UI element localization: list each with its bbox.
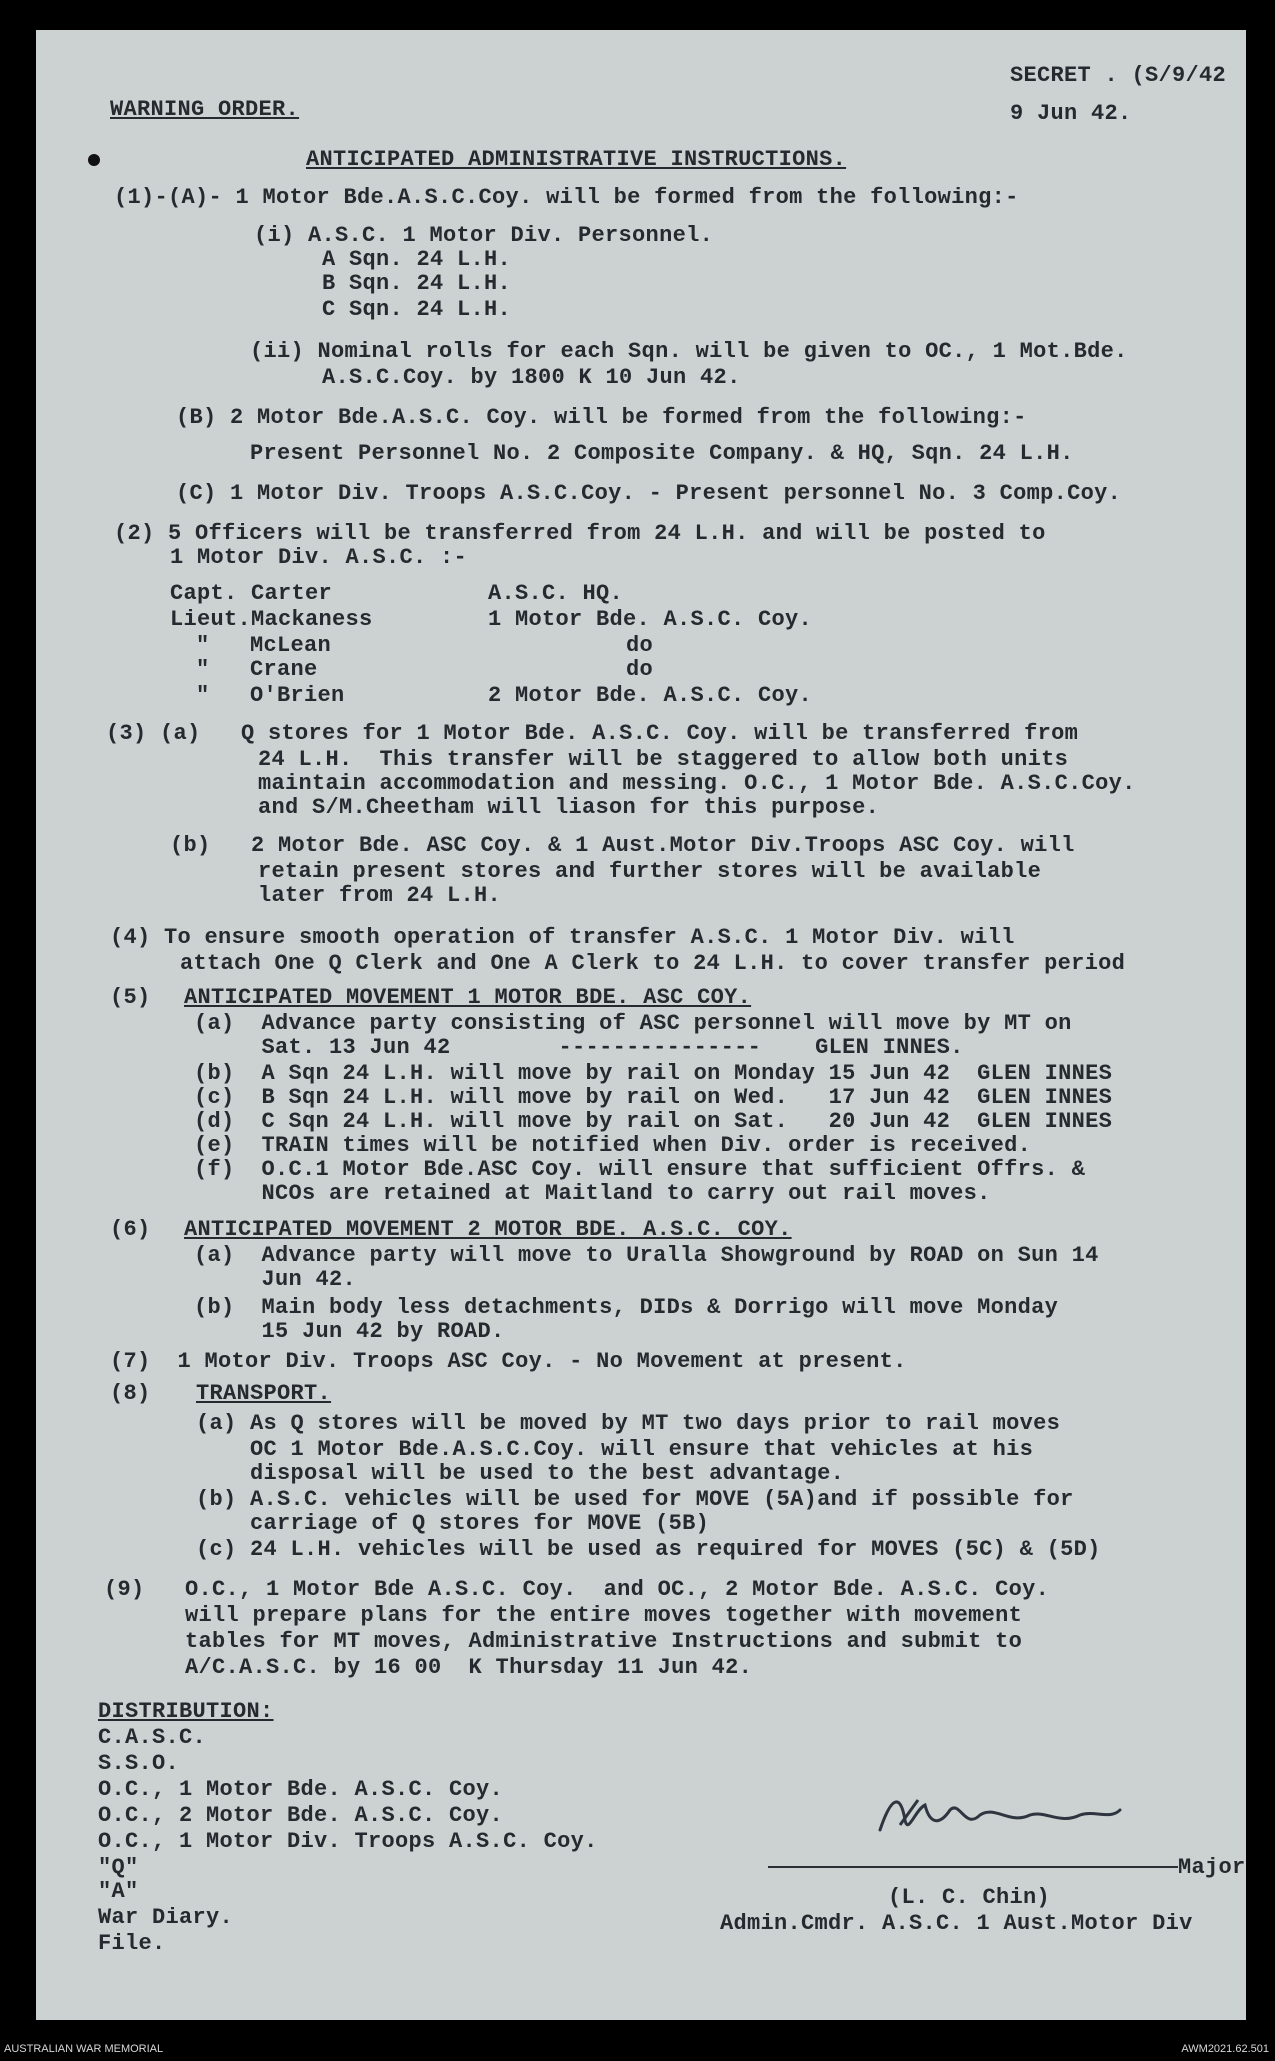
para-1-i-line: C Sqn. 24 L.H. [322,297,512,322]
distribution-item: "Q" [98,1855,139,1880]
signatory-rank: Major [1178,1855,1246,1880]
para-9-line: (9) O.C., 1 Motor Bde A.S.C. Coy. and OC., 2 Motor Bde. A.S.C. Coy. [104,1577,1050,1602]
para-5-line: (e) TRAIN times will be notified when Div. order is received. [194,1133,1032,1158]
para-7: (7) 1 Motor Div. Troops ASC Coy. - No Movement at present. [110,1349,907,1374]
para-1-i-line: B Sqn. 24 L.H. [322,271,512,296]
para-3a-line: and S/M.Cheetham will liason for this purpose. [258,795,880,820]
para-3b-line: retain present stores and further stores will be available [258,859,1042,884]
officer-posting: do [626,657,654,682]
para-1b-line: Present Personnel No. 2 Composite Company. & HQ, Sqn. 24 L.H. [250,441,1074,466]
para-8-line: (b) A.S.C. vehicles will be used for MOVE (5A)and if possible for [196,1487,1074,1512]
officer-name: Lieut.Mackaness [170,607,373,632]
officer-posting: A.S.C. HQ. [488,581,624,606]
distribution-heading: DISTRIBUTION: [98,1699,274,1724]
distribution-item: File. [98,1931,166,1956]
para-2-line: 1 Motor Div. A.S.C. :- [170,545,468,570]
officer-posting: do [626,633,654,658]
para-6-line: (a) Advance party will move to Uralla Showground by ROAD on Sun 14 [194,1243,1099,1268]
distribution-item: S.S.O. [98,1751,180,1776]
para-6-number: (6) [110,1217,151,1242]
para-5-line: NCOs are retained at Maitland to carry out rail moves. [194,1181,991,1206]
para-5-line: (f) O.C.1 Motor Bde.ASC Coy. will ensure that sufficient Offrs. & [194,1157,1086,1182]
distribution-item: C.A.S.C. [98,1725,207,1750]
para-8-heading: TRANSPORT. [196,1381,332,1406]
distribution-item: War Diary. [98,1905,234,1930]
para-5-line: (b) A Sqn 24 L.H. will move by rail on Monday 15 Jun 42 GLEN INNES [194,1061,1113,1086]
officer-name: Capt. Carter [170,581,333,606]
handwritten-signature [870,1780,1130,1850]
officer-name: " O'Brien [196,683,345,708]
officer-posting: 1 Motor Bde. A.S.C. Coy. [488,607,813,632]
signatory-name: (L. C. Chin) [888,1885,1051,1910]
para-5-line: (a) Advance party consisting of ASC personnel will move by MT on [194,1011,1072,1036]
officer-name: " McLean [196,633,332,658]
para-8-line: (a) As Q stores will be moved by MT two days prior to rail moves [196,1411,1061,1436]
para-8-line: carriage of Q stores for MOVE (5B) [196,1511,710,1536]
security-classification: SECRET . (S/9/42 [1010,63,1227,88]
distribution-item: O.C., 1 Motor Bde. A.S.C. Coy. [98,1777,504,1802]
para-4-line: (4) To ensure smooth operation of transfer A.S.C. 1 Motor Div. will [110,925,1015,950]
punch-hole [88,154,100,166]
para-8-line: disposal will be used to the best advantage. [196,1461,845,1486]
signatory-appointment: Admin.Cmdr. A.S.C. 1 Aust.Motor Div [720,1911,1193,1936]
para-6-line: Jun 42. [194,1267,357,1292]
para-1a: (1)-(A)- 1 Motor Bde.A.S.C.Coy. will be formed from the following:- [114,185,1019,210]
para-1-i-line: (i) A.S.C. 1 Motor Div. Personnel. [254,223,714,248]
para-8-line: OC 1 Motor Bde.A.S.C.Coy. will ensure that vehicles at his [196,1437,1034,1462]
para-1-i-line: A Sqn. 24 L.H. [322,247,512,272]
para-3b-line: (b) 2 Motor Bde. ASC Coy. & 1 Aust.Motor Div.Troops ASC Coy. will [170,833,1075,858]
para-5-line: (c) B Sqn 24 L.H. will move by rail on Wed. 17 Jun 42 GLEN INNES [194,1085,1113,1110]
distribution-item: O.C., 1 Motor Div. Troops A.S.C. Coy. [98,1829,598,1854]
para-5-line: Sat. 13 Jun 42 --------------- GLEN INNES. [194,1035,964,1060]
document-date: 9 Jun 42. [1010,101,1132,126]
distribution-item: "A" [98,1879,139,1904]
warning-order-label: WARNING ORDER. [110,97,300,122]
officer-posting: 2 Motor Bde. A.S.C. Coy. [488,683,813,708]
signature-line [768,1866,1178,1868]
document-title: ANTICIPATED ADMINISTRATIVE INSTRUCTIONS. [306,147,847,172]
para-6-line: (b) Main body less detachments, DIDs & Dorrigo will move Monday [194,1295,1059,1320]
para-8-line: (c) 24 L.H. vehicles will be used as required for MOVES (5C) & (5D) [196,1537,1101,1562]
para-4-line: attach One Q Clerk and One A Clerk to 24 L.H. to cover transfer period [180,951,1126,976]
para-5-number: (5) [110,985,151,1010]
distribution-item: O.C., 2 Motor Bde. A.S.C. Coy. [98,1803,504,1828]
para-6-line: 15 Jun 42 by ROAD. [194,1319,505,1344]
para-3a-line: (3) (a) Q stores for 1 Motor Bde. A.S.C. Coy. will be transferred from [106,721,1079,746]
para-5-heading: ANTICIPATED MOVEMENT 1 MOTOR BDE. ASC COY. [184,985,752,1010]
para-8-number: (8) [110,1381,151,1406]
para-3a-line: maintain accommodation and messing. O.C., 1 Motor Bde. A.S.C.Coy. [258,771,1136,796]
para-6-heading: ANTICIPATED MOVEMENT 2 MOTOR BDE. A.S.C. COY. [184,1217,792,1242]
para-5-line: (d) C Sqn 24 L.H. will move by rail on Sat. 20 Jun 42 GLEN INNES [194,1109,1113,1134]
para-3a-line: 24 L.H. This transfer will be staggered to allow both units [258,747,1069,772]
archive-credit: AUSTRALIAN WAR MEMORIAL [4,2043,164,2055]
para-1-ii-line: (ii) Nominal rolls for each Sqn. will be given to OC., 1 Mot.Bde. [250,339,1128,364]
para-3b-line: later from 24 L.H. [258,883,502,908]
para-9-line: A/C.A.S.C. by 16 00 K Thursday 11 Jun 42. [104,1655,753,1680]
para-2-line: (2) 5 Officers will be transferred from 24 L.H. and will be posted to [114,521,1046,546]
officer-name: " Crane [196,657,318,682]
para-9-line: will prepare plans for the entire moves together with movement [104,1603,1023,1628]
para-1c: (C) 1 Motor Div. Troops A.S.C.Coy. - Present personnel No. 3 Comp.Coy. [176,481,1122,506]
para-1-ii-line: A.S.C.Coy. by 1800 K 10 Jun 42. [322,365,741,390]
para-1b-line: (B) 2 Motor Bde.A.S.C. Coy. will be formed from the following:- [176,405,1027,430]
para-9-line: tables for MT moves, Administrative Instructions and submit to [104,1629,1023,1654]
archive-reference: AWM2021.62.501 [1181,2043,1269,2055]
